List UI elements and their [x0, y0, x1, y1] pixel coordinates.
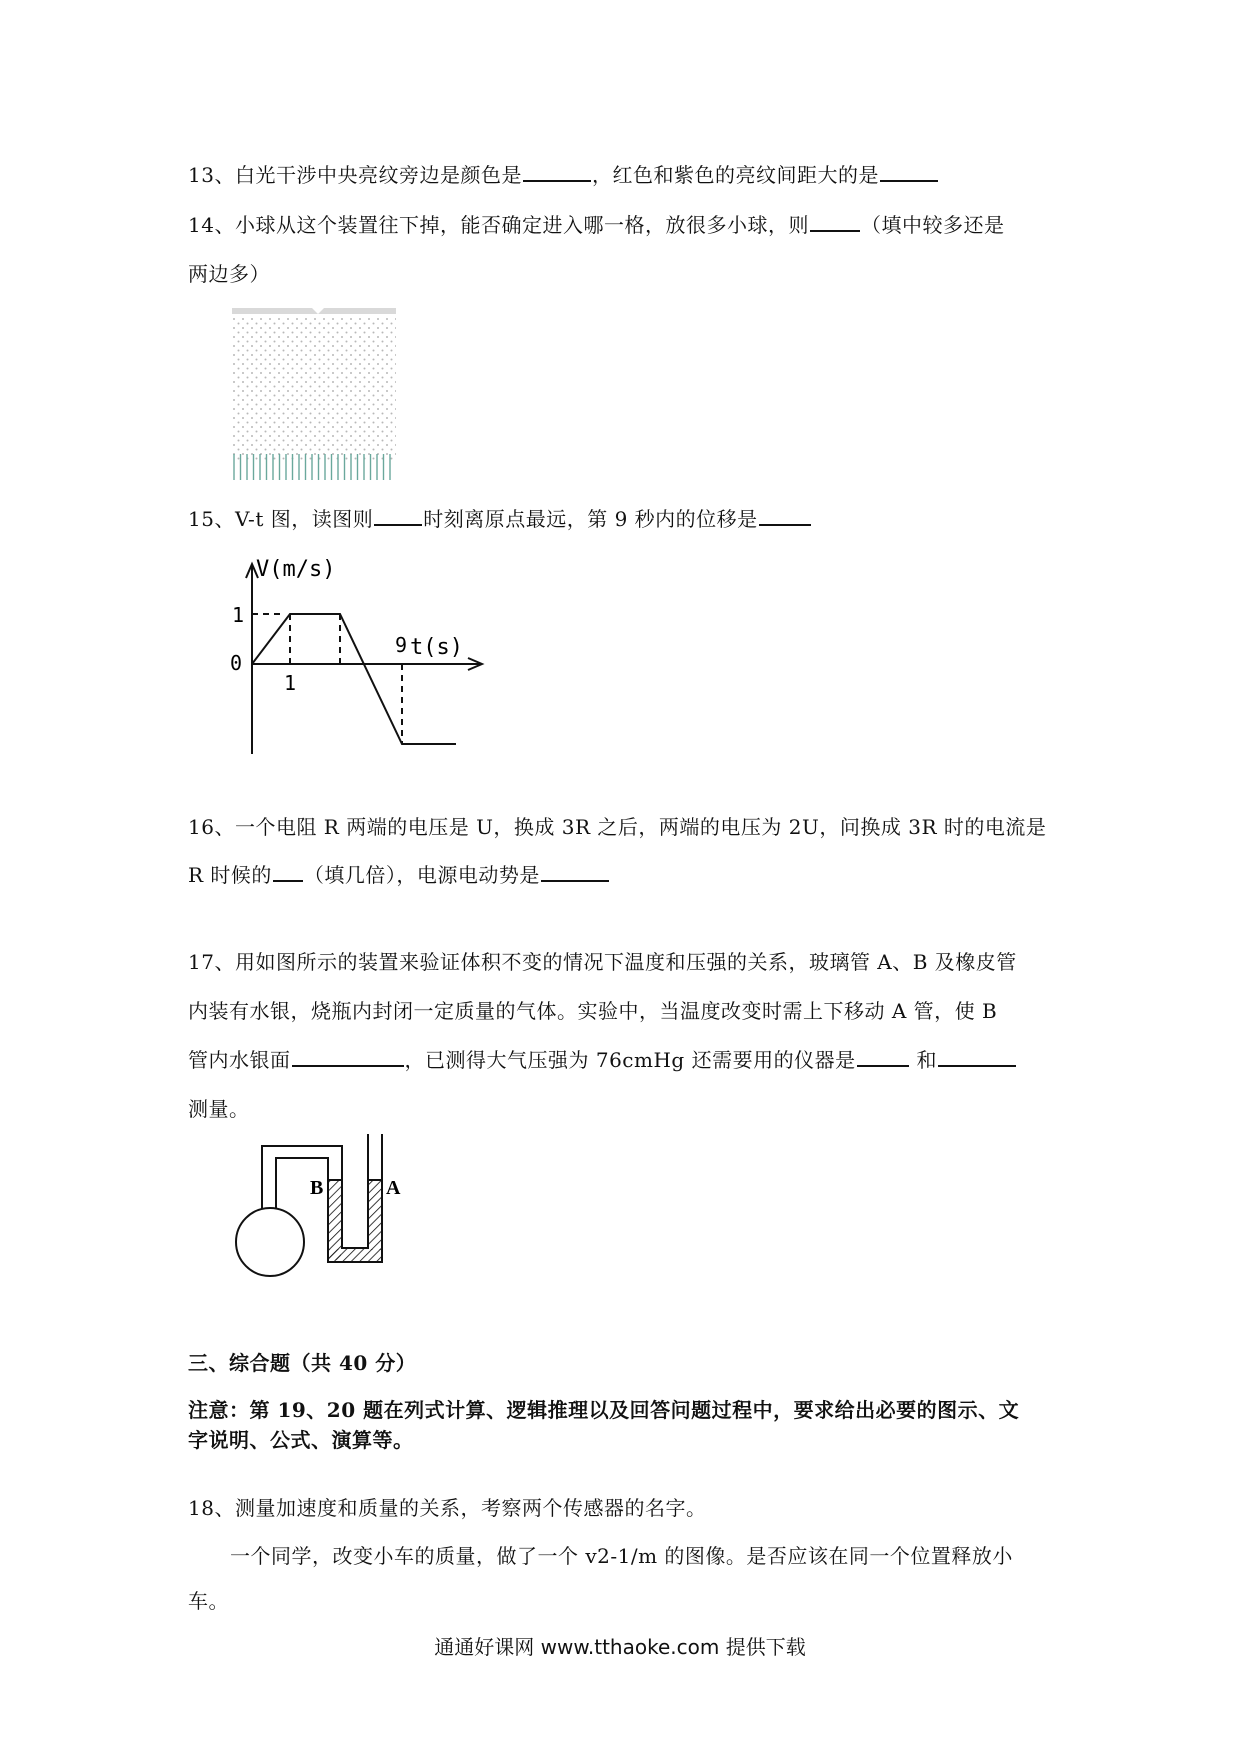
- mercury-left-column: [329, 1180, 341, 1260]
- vt-x-axis-label: t(s): [410, 635, 463, 660]
- q16-line-1: 16、一个电阻 R 两端的电压是 U，换成 3R 之后，两端的电压为 2U，问换成 3R 时的电流是: [188, 815, 1047, 839]
- q14-line-2: 两边多）: [188, 262, 270, 286]
- utube-inner: [342, 1134, 368, 1248]
- vt-velocity-line: [252, 614, 456, 744]
- q13-line: [188, 160, 939, 190]
- q14-line-1: [188, 210, 1004, 240]
- q16-blank-2[interactable]: [541, 860, 609, 882]
- q15-blank-1[interactable]: [374, 504, 422, 526]
- q13-blank-2[interactable]: [880, 160, 938, 182]
- q17-blank-2[interactable]: [857, 1045, 909, 1067]
- q16-text-b: （填几倍），电源电动势是: [303, 863, 540, 887]
- label-b: B: [310, 1177, 324, 1199]
- label-a: A: [386, 1177, 401, 1199]
- q13-blank-1[interactable]: [523, 160, 591, 182]
- galton-peg-field: [232, 318, 396, 460]
- q17-line-3: [188, 1045, 1017, 1075]
- q15-text-b: 时刻离原点最远，第 9 秒内的位移是: [423, 507, 758, 531]
- q13-text-b: ，红色和紫色的亮纹间距大的是: [591, 163, 879, 187]
- q15-text-a: 15、V-t 图，读图则: [188, 507, 374, 531]
- q15-blank-2[interactable]: [759, 504, 811, 526]
- q18-line-2: 一个同学，改变小车的质量，做了一个 v2-1/m 的图像。是否应该在同一个位置释放小: [230, 1544, 1013, 1568]
- q18-line-3: 车。: [188, 1589, 229, 1613]
- q13-text-a: 13、白光干涉中央亮纹旁边是颜色是: [188, 163, 522, 187]
- galton-funnel-top: [232, 308, 396, 314]
- vt-x-tick-9-label: 9: [395, 633, 408, 657]
- q17-line-1: 17、用如图所示的装置来验证体积不变的情况下温度和压强的关系，玻璃管 A、B 及橡皮管: [188, 950, 1017, 974]
- vt-graph: [220, 556, 480, 756]
- q15-line: [188, 504, 812, 534]
- q17-text-b: ，已测得大气压强为 76cmHg 还需要用的仪器是: [404, 1048, 856, 1072]
- q16-line-2: [188, 860, 610, 890]
- q17-blank-1[interactable]: [292, 1045, 404, 1067]
- q17-blank-3[interactable]: [938, 1045, 1016, 1067]
- q16-text-a: R 时候的: [188, 863, 272, 887]
- mercury-right-column: [369, 1180, 381, 1250]
- vt-y-axis-label: V(m/s): [256, 557, 336, 582]
- q17-text-a: 管内水银面: [188, 1048, 291, 1072]
- vt-y-tick-label: 1: [232, 603, 245, 627]
- q14-text-a: 14、小球从这个装置往下掉，能否确定进入哪一格，放很多小球，则: [188, 213, 809, 237]
- section3-note-line-1: 注意：第 19、20 题在列式计算、逻辑推理以及回答问题过程中，要求给出必要的图示、文: [188, 1398, 1020, 1422]
- section3-heading: 三、综合题（共 40 分）: [188, 1351, 417, 1375]
- flask-utube-figure: [232, 1134, 432, 1284]
- q16-blank-1[interactable]: [273, 860, 303, 882]
- q17-text-c: 和: [916, 1048, 937, 1072]
- q14-blank[interactable]: [810, 210, 860, 232]
- vt-origin-label: 0: [230, 651, 243, 675]
- q17-line-2: 内装有水银，烧瓶内封闭一定质量的气体。实验中，当温度改变时需上下移动 A 管，使 B: [188, 999, 998, 1023]
- q17-line-4: 测量。: [188, 1097, 250, 1121]
- vt-x-tick-1-label: 1: [284, 671, 297, 695]
- q18-line-1: 18、测量加速度和质量的关系，考察两个传感器的名字。: [188, 1496, 707, 1520]
- q14-text-b: （填中较多还是: [860, 213, 1005, 237]
- galton-board-figure: [232, 308, 412, 480]
- section3-note-line-2: 字说明、公式、演算等。: [188, 1428, 414, 1452]
- footer-text: 通通好课网 www.tthaoke.com 提供下载: [434, 1635, 806, 1659]
- mercury-bottom: [329, 1249, 381, 1261]
- flask-bulb: [236, 1208, 304, 1276]
